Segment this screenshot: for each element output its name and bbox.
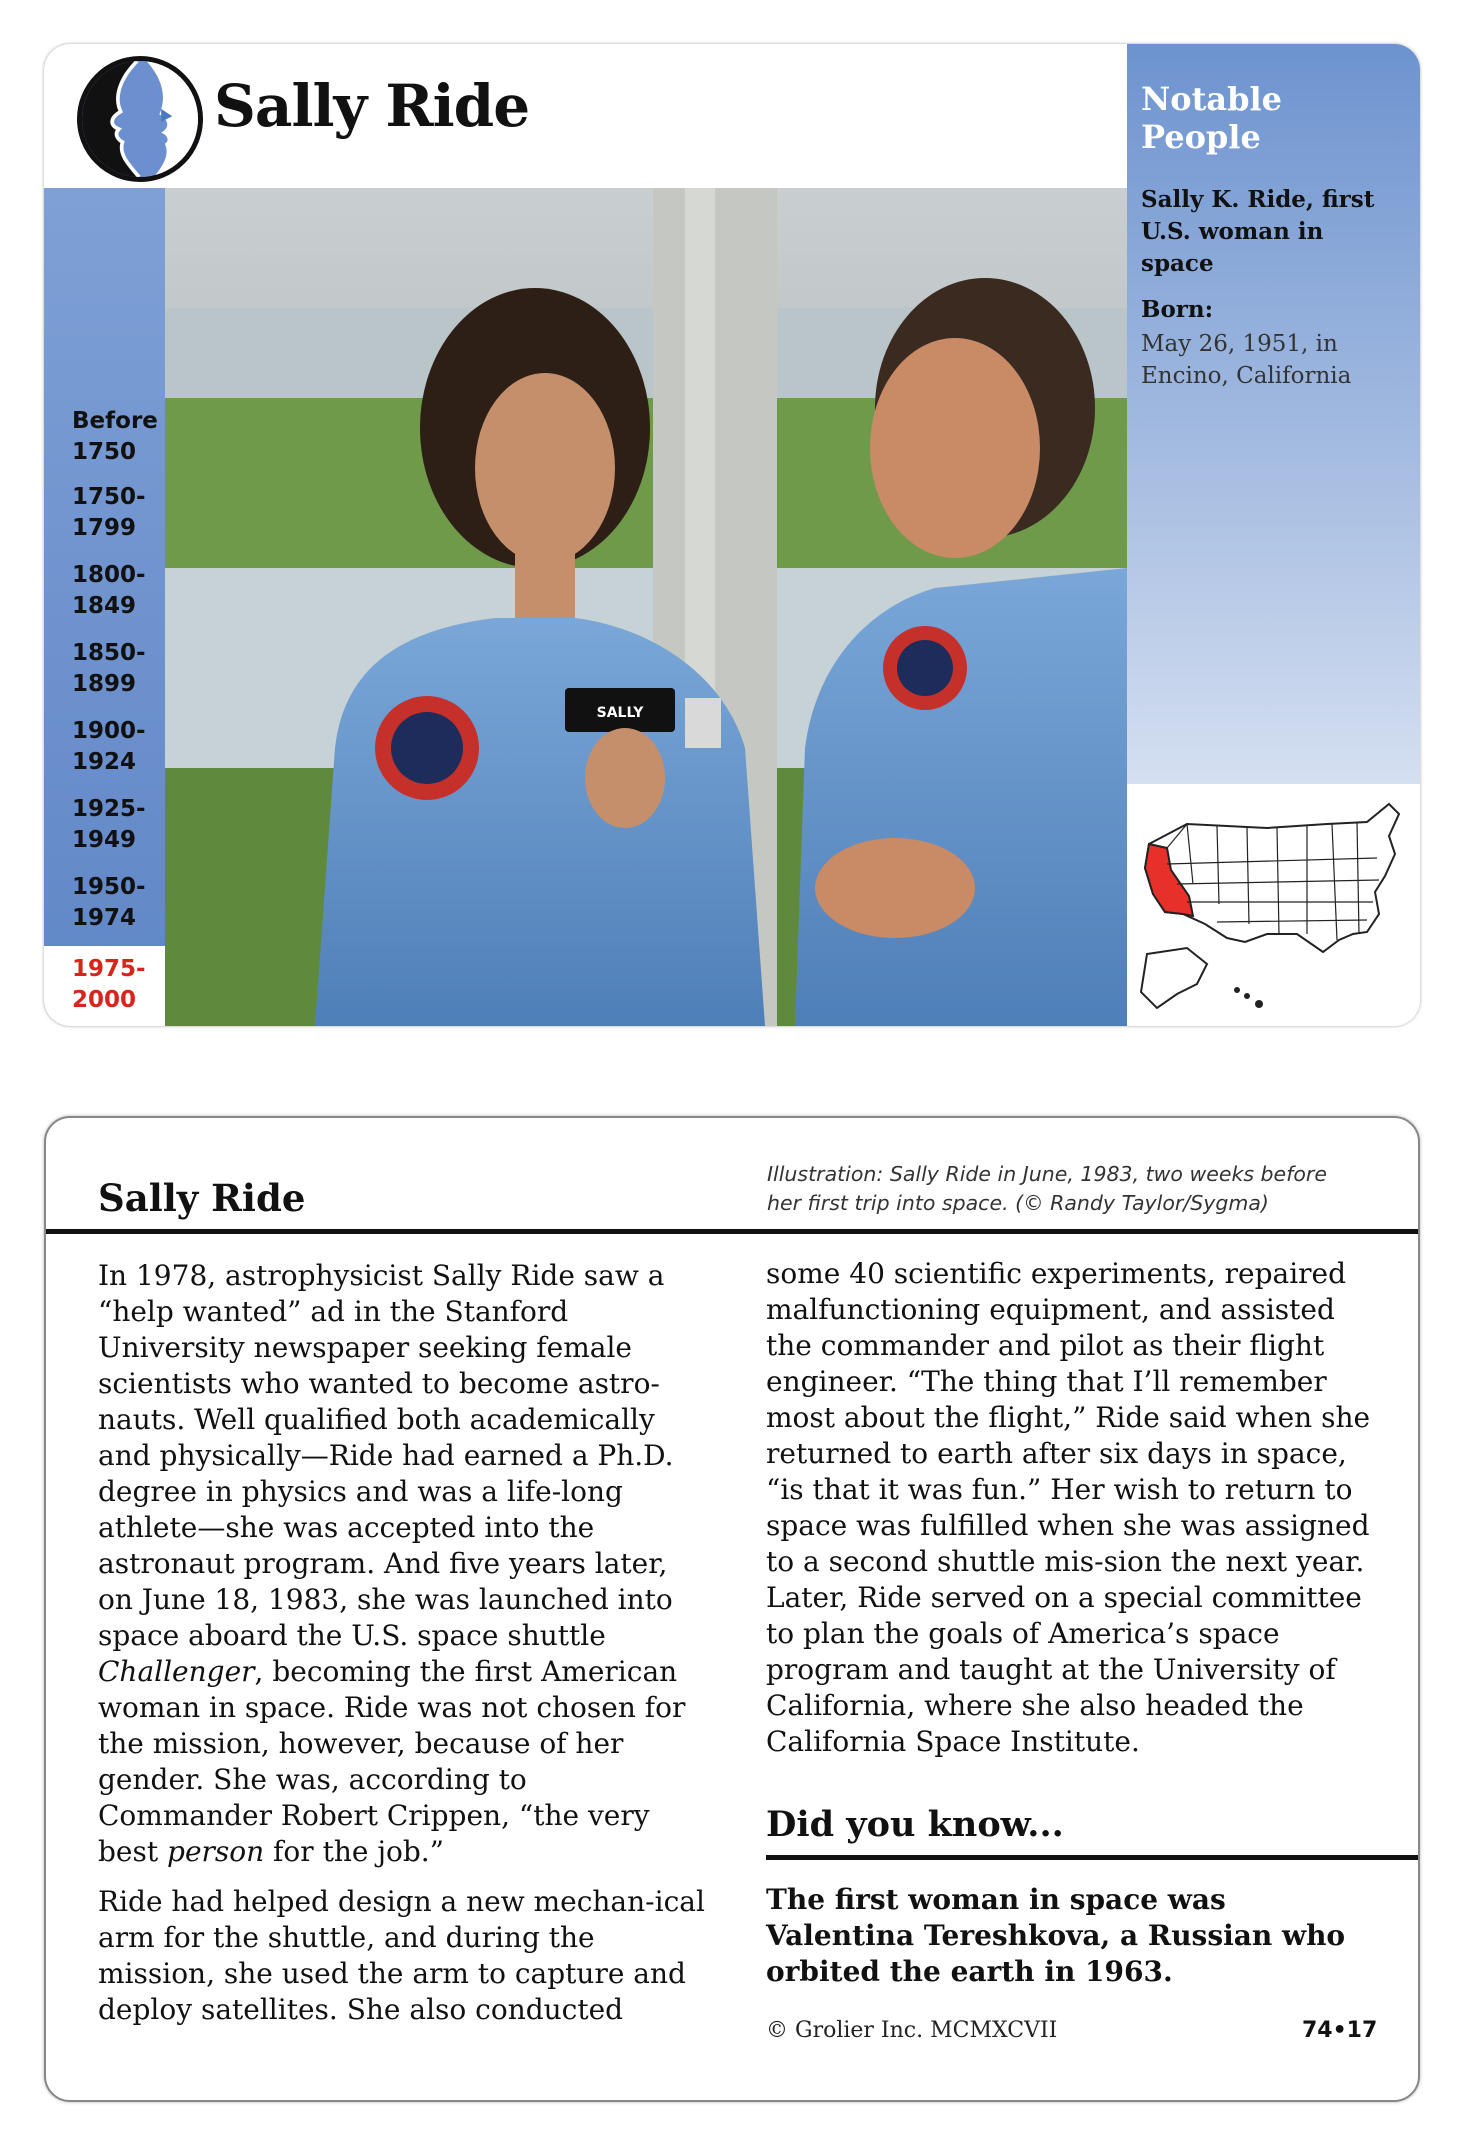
article-paragraph-1: In 1978, astrophysicist Sally Ride saw a “help wanted” ad in the Stanford University newspaper seeking female scientists who wanted to become astro-nauts. Well qualified both academically and physically—Ride had earned a Ph.D. degree in physics and was a life-long athlete—she was accepted into the astronaut program. And five years later, on June 18, 1983, she was launched into space aboard the U.S. space shuttle Challenger, becoming the first American woman in space. Ride was not chosen for the mission, however, because of her gender. She was, according to Commander Robert Crippen, “the very best person for the job.” [98,1259,686,1868]
article-column-right [766,1256,1374,1774]
back-card [44,1116,1420,2102]
era-1800-1849: 1800- 1849 [72,562,146,619]
did-you-know-heading: Did you know... [766,1804,1064,1845]
us-map-icon [1127,784,1420,1026]
category-heading: Notable People [1141,80,1282,156]
born-value: May 26, 1951, in Encino, California [1141,331,1352,389]
era-1750-1799: 1750- 1799 [72,484,146,541]
notable-people-panel [1127,44,1420,1026]
era-1975-2000-active: 1975- 2000 [44,946,165,1026]
name-tag-text: SALLY [596,705,644,721]
header-divider [46,1229,1420,1234]
era-1900-1924: 1900- 1924 [72,718,146,775]
era-1850-1899: 1850- 1899 [72,640,146,697]
person-description: Sally K. Ride, first U.S. woman in space [1141,186,1375,277]
article-column-left [98,1258,706,2042]
front-title: Sally Ride [214,72,530,140]
born-label: Born: [1141,296,1214,323]
article-paragraph-3: some 40 scientific experiments, repaired malfunctioning equipment, and assisted the commander and pilot as their flight engineer. “The thing that I’ll remember most about the flight,” Ride said when she returned to earth after six days in space, “is that it was fun.” Her wish to return to space was fulfilled when she was assigned to a second shuttle mis-sion the next year. Later, Ride served on a special committee to plan the goals of America’s space program and taught at the University of California, where she also headed the California Space Institute. [766,1257,1371,1758]
did-you-know-divider [766,1855,1420,1860]
front-header [44,44,1127,188]
did-you-know-text: The first woman in space was Valentina Tereshkova, a Russian who orbited the earth in 1963. [766,1883,1346,1988]
era-1925-1949: 1925- 1949 [72,796,146,853]
astronaut-photo [165,188,1127,1026]
back-title: Sally Ride [98,1176,306,1220]
era-timeline [44,188,165,1026]
era-before-1750: Before 1750 [72,408,158,465]
front-card [44,44,1420,1026]
photo-caption: Illustration: Sally Ride in June, 1983, two weeks before her first trip into space. (© Randy Taylor/Sygma) [767,1162,1327,1215]
article-paragraph-2: Ride had helped design a new mechan-ical arm for the shuttle, and during the mission, she used the arm to capture and deploy satellites. She also conducted [98,1885,705,2026]
silhouette-profile-icon [77,56,203,182]
era-1950-1974: 1950- 1974 [72,874,146,931]
copyright: © Grolier Inc. MCMXCVII [766,2018,1058,2043]
card-number: 74•17 [1302,2018,1378,2043]
